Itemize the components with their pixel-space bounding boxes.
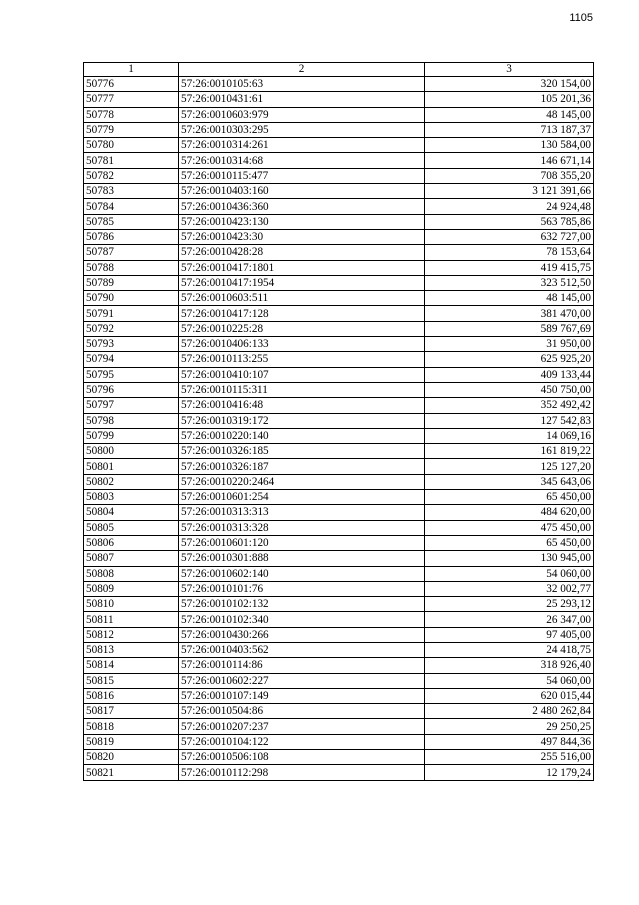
table-row bbox=[84, 260, 594, 275]
cadastral-value: 450 750,00 bbox=[425, 382, 594, 397]
table-row bbox=[84, 658, 594, 673]
cadastral-number: 57:26:0010313:328 bbox=[179, 520, 425, 535]
table-row bbox=[84, 77, 594, 92]
cadastral-number: 57:26:0010417:1954 bbox=[179, 275, 425, 290]
row-number: 50790 bbox=[84, 291, 179, 306]
cadastral-value-table bbox=[83, 62, 594, 781]
row-number: 50779 bbox=[84, 122, 179, 137]
cadastral-value: 497 844,36 bbox=[425, 734, 594, 749]
cadastral-value: 161 819,22 bbox=[425, 444, 594, 459]
table-row bbox=[84, 291, 594, 306]
cadastral-number: 57:26:0010326:185 bbox=[179, 444, 425, 459]
row-number: 50784 bbox=[84, 199, 179, 214]
table-row bbox=[84, 306, 594, 321]
row-number: 50821 bbox=[84, 765, 179, 780]
table-row bbox=[84, 275, 594, 290]
row-number: 50813 bbox=[84, 642, 179, 657]
table-row bbox=[84, 367, 594, 382]
row-number: 50815 bbox=[84, 673, 179, 688]
row-number: 50800 bbox=[84, 444, 179, 459]
cadastral-number: 57:26:0010313:313 bbox=[179, 505, 425, 520]
cadastral-value: 26 347,00 bbox=[425, 612, 594, 627]
cadastral-number: 57:26:0010115:311 bbox=[179, 382, 425, 397]
cadastral-value: 563 785,86 bbox=[425, 214, 594, 229]
table-row bbox=[84, 199, 594, 214]
cadastral-number: 57:26:0010417:128 bbox=[179, 306, 425, 321]
cadastral-value: 78 153,64 bbox=[425, 245, 594, 260]
row-number: 50810 bbox=[84, 597, 179, 612]
cadastral-value: 14 069,16 bbox=[425, 428, 594, 443]
row-number: 50792 bbox=[84, 321, 179, 336]
row-number: 50777 bbox=[84, 92, 179, 107]
row-number: 50786 bbox=[84, 229, 179, 244]
cadastral-number: 57:26:0010430:266 bbox=[179, 627, 425, 642]
cadastral-number: 57:26:0010225:28 bbox=[179, 321, 425, 336]
row-number: 50812 bbox=[84, 627, 179, 642]
cadastral-value: 318 926,40 bbox=[425, 658, 594, 673]
cadastral-value: 320 154,00 bbox=[425, 77, 594, 92]
cadastral-value: 620 015,44 bbox=[425, 688, 594, 703]
cadastral-value: 475 450,00 bbox=[425, 520, 594, 535]
row-number: 50778 bbox=[84, 107, 179, 122]
row-number: 50787 bbox=[84, 245, 179, 260]
cadastral-value: 65 450,00 bbox=[425, 490, 594, 505]
cadastral-value: 625 925,20 bbox=[425, 352, 594, 367]
row-number: 50805 bbox=[84, 520, 179, 535]
cadastral-value: 54 060,00 bbox=[425, 673, 594, 688]
cadastral-value: 323 512,50 bbox=[425, 275, 594, 290]
cadastral-value: 130 584,00 bbox=[425, 138, 594, 153]
row-number: 50796 bbox=[84, 382, 179, 397]
cadastral-number: 57:26:0010220:140 bbox=[179, 428, 425, 443]
table-row bbox=[84, 352, 594, 367]
cadastral-number: 57:26:0010428:28 bbox=[179, 245, 425, 260]
row-number: 50793 bbox=[84, 337, 179, 352]
cadastral-number: 57:26:0010104:122 bbox=[179, 734, 425, 749]
cadastral-number: 57:26:0010406:133 bbox=[179, 337, 425, 352]
cadastral-value: 97 405,00 bbox=[425, 627, 594, 642]
cadastral-value: 25 293,12 bbox=[425, 597, 594, 612]
table-row bbox=[84, 398, 594, 413]
column-header-3: 3 bbox=[425, 63, 594, 77]
cadastral-number: 57:26:0010602:227 bbox=[179, 673, 425, 688]
cadastral-number: 57:26:0010102:340 bbox=[179, 612, 425, 627]
table-row bbox=[84, 765, 594, 780]
cadastral-number: 57:26:0010601:120 bbox=[179, 535, 425, 550]
table-row bbox=[84, 321, 594, 336]
table-row bbox=[84, 122, 594, 137]
row-number: 50806 bbox=[84, 535, 179, 550]
table-row bbox=[84, 704, 594, 719]
cadastral-number: 57:26:0010115:477 bbox=[179, 168, 425, 183]
column-header-2: 2 bbox=[179, 63, 425, 77]
row-number: 50785 bbox=[84, 214, 179, 229]
table-row bbox=[84, 153, 594, 168]
cadastral-value: 708 355,20 bbox=[425, 168, 594, 183]
row-number: 50807 bbox=[84, 551, 179, 566]
cadastral-value: 127 542,83 bbox=[425, 413, 594, 428]
table-row bbox=[84, 566, 594, 581]
cadastral-number: 57:26:0010303:295 bbox=[179, 122, 425, 137]
cadastral-value: 632 727,00 bbox=[425, 229, 594, 244]
table-row bbox=[84, 581, 594, 596]
cadastral-value: 713 187,37 bbox=[425, 122, 594, 137]
cadastral-number: 57:26:0010314:68 bbox=[179, 153, 425, 168]
cadastral-value: 12 179,24 bbox=[425, 765, 594, 780]
cadastral-number: 57:26:0010403:562 bbox=[179, 642, 425, 657]
cadastral-value: 130 945,00 bbox=[425, 551, 594, 566]
row-number: 50818 bbox=[84, 719, 179, 734]
row-number: 50819 bbox=[84, 734, 179, 749]
row-number: 50797 bbox=[84, 398, 179, 413]
cadastral-number: 57:26:0010207:237 bbox=[179, 719, 425, 734]
row-number: 50789 bbox=[84, 275, 179, 290]
cadastral-number: 57:26:0010403:160 bbox=[179, 184, 425, 199]
cadastral-value: 589 767,69 bbox=[425, 321, 594, 336]
table-row bbox=[84, 337, 594, 352]
table-row bbox=[84, 184, 594, 199]
table-row bbox=[84, 92, 594, 107]
table-row bbox=[84, 138, 594, 153]
table-row bbox=[84, 214, 594, 229]
row-number: 50795 bbox=[84, 367, 179, 382]
cadastral-number: 57:26:0010114:86 bbox=[179, 658, 425, 673]
cadastral-value: 381 470,00 bbox=[425, 306, 594, 321]
row-number: 50783 bbox=[84, 184, 179, 199]
cadastral-value: 419 415,75 bbox=[425, 260, 594, 275]
row-number: 50803 bbox=[84, 490, 179, 505]
row-number: 50801 bbox=[84, 459, 179, 474]
table-row bbox=[84, 444, 594, 459]
cadastral-value: 484 620,00 bbox=[425, 505, 594, 520]
table-row bbox=[84, 719, 594, 734]
table-row bbox=[84, 642, 594, 657]
cadastral-value: 54 060,00 bbox=[425, 566, 594, 581]
table-row bbox=[84, 107, 594, 122]
table-row bbox=[84, 535, 594, 550]
cadastral-number: 57:26:0010410:107 bbox=[179, 367, 425, 382]
cadastral-value: 352 492,42 bbox=[425, 398, 594, 413]
row-number: 50816 bbox=[84, 688, 179, 703]
cadastral-value: 345 643,06 bbox=[425, 474, 594, 489]
cadastral-value: 3 121 391,66 bbox=[425, 184, 594, 199]
cadastral-value: 255 516,00 bbox=[425, 750, 594, 765]
cadastral-number: 57:26:0010416:48 bbox=[179, 398, 425, 413]
cadastral-value: 65 450,00 bbox=[425, 535, 594, 550]
cadastral-value: 2 480 262,84 bbox=[425, 704, 594, 719]
row-number: 50808 bbox=[84, 566, 179, 581]
table-header-row bbox=[84, 63, 594, 77]
table-row bbox=[84, 520, 594, 535]
row-number: 50814 bbox=[84, 658, 179, 673]
cadastral-number: 57:26:0010113:255 bbox=[179, 352, 425, 367]
cadastral-number: 57:26:0010436:360 bbox=[179, 199, 425, 214]
row-number: 50794 bbox=[84, 352, 179, 367]
cadastral-number: 57:26:0010504:86 bbox=[179, 704, 425, 719]
cadastral-value: 146 671,14 bbox=[425, 153, 594, 168]
cadastral-value: 48 145,00 bbox=[425, 107, 594, 122]
cadastral-value: 125 127,20 bbox=[425, 459, 594, 474]
cadastral-number: 57:26:0010102:132 bbox=[179, 597, 425, 612]
row-number: 50776 bbox=[84, 77, 179, 92]
cadastral-number: 57:26:0010601:254 bbox=[179, 490, 425, 505]
cadastral-number: 57:26:0010603:979 bbox=[179, 107, 425, 122]
row-number: 50804 bbox=[84, 505, 179, 520]
cadastral-value: 409 133,44 bbox=[425, 367, 594, 382]
cadastral-number: 57:26:0010417:1801 bbox=[179, 260, 425, 275]
cadastral-number: 57:26:0010314:261 bbox=[179, 138, 425, 153]
cadastral-value: 24 924,48 bbox=[425, 199, 594, 214]
table-row bbox=[84, 382, 594, 397]
cadastral-number: 57:26:0010603:511 bbox=[179, 291, 425, 306]
cadastral-number: 57:26:0010423:30 bbox=[179, 229, 425, 244]
cadastral-number: 57:26:0010423:130 bbox=[179, 214, 425, 229]
table-row bbox=[84, 229, 594, 244]
cadastral-value: 24 418,75 bbox=[425, 642, 594, 657]
table-row bbox=[84, 688, 594, 703]
cadastral-value: 105 201,36 bbox=[425, 92, 594, 107]
row-number: 50781 bbox=[84, 153, 179, 168]
cadastral-number: 57:26:0010602:140 bbox=[179, 566, 425, 581]
table-row bbox=[84, 474, 594, 489]
cadastral-value: 31 950,00 bbox=[425, 337, 594, 352]
row-number: 50802 bbox=[84, 474, 179, 489]
table-row bbox=[84, 505, 594, 520]
table-row bbox=[84, 245, 594, 260]
row-number: 50782 bbox=[84, 168, 179, 183]
row-number: 50811 bbox=[84, 612, 179, 627]
table-row bbox=[84, 551, 594, 566]
row-number: 50817 bbox=[84, 704, 179, 719]
row-number: 50809 bbox=[84, 581, 179, 596]
cadastral-number: 57:26:0010220:2464 bbox=[179, 474, 425, 489]
row-number: 50791 bbox=[84, 306, 179, 321]
row-number: 50780 bbox=[84, 138, 179, 153]
cadastral-number: 57:26:0010301:888 bbox=[179, 551, 425, 566]
column-header-1: 1 bbox=[84, 63, 179, 77]
row-number: 50820 bbox=[84, 750, 179, 765]
cadastral-value: 32 002,77 bbox=[425, 581, 594, 596]
cadastral-number: 57:26:0010326:187 bbox=[179, 459, 425, 474]
table-row bbox=[84, 168, 594, 183]
cadastral-number: 57:26:0010506:108 bbox=[179, 750, 425, 765]
row-number: 50798 bbox=[84, 413, 179, 428]
table-row bbox=[84, 428, 594, 443]
cadastral-value: 48 145,00 bbox=[425, 291, 594, 306]
table-row bbox=[84, 612, 594, 627]
page-number: 1105 bbox=[569, 12, 593, 24]
cadastral-number: 57:26:0010107:149 bbox=[179, 688, 425, 703]
table-row bbox=[84, 459, 594, 474]
table-row bbox=[84, 627, 594, 642]
cadastral-number: 57:26:0010112:298 bbox=[179, 765, 425, 780]
table-body bbox=[84, 77, 594, 781]
table-row bbox=[84, 597, 594, 612]
table-row bbox=[84, 413, 594, 428]
cadastral-number: 57:26:0010431:61 bbox=[179, 92, 425, 107]
cadastral-number: 57:26:0010101:76 bbox=[179, 581, 425, 596]
table-row bbox=[84, 750, 594, 765]
row-number: 50799 bbox=[84, 428, 179, 443]
cadastral-number: 57:26:0010105:63 bbox=[179, 77, 425, 92]
cadastral-number: 57:26:0010319:172 bbox=[179, 413, 425, 428]
table-row bbox=[84, 490, 594, 505]
table-row bbox=[84, 673, 594, 688]
cadastral-value: 29 250,25 bbox=[425, 719, 594, 734]
row-number: 50788 bbox=[84, 260, 179, 275]
table-row bbox=[84, 734, 594, 749]
